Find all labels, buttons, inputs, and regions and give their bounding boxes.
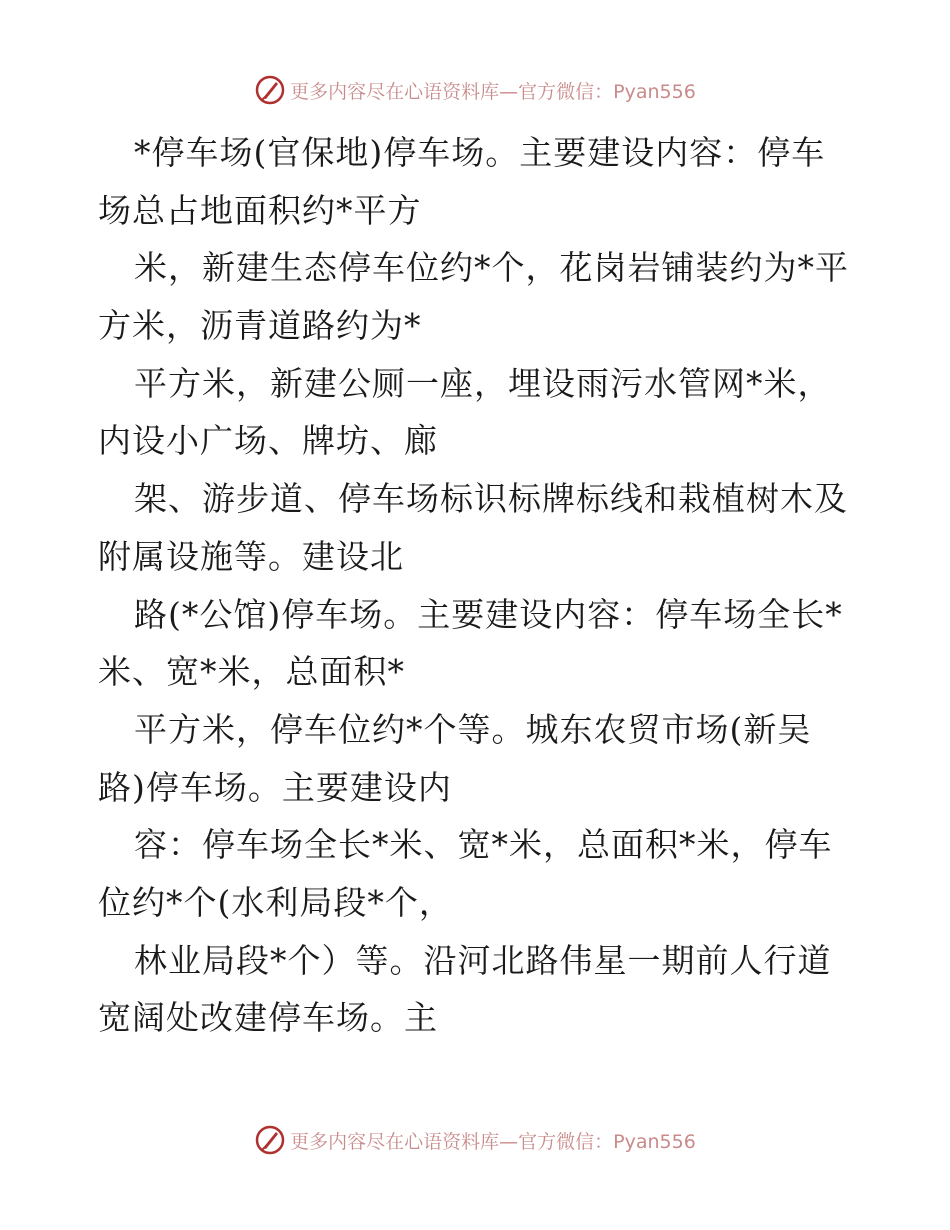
text-line: 位约*个(水利局段*个， [98, 882, 453, 922]
text-line: 架、游步道、停车场标识标牌标线和栽植树木及 [134, 479, 848, 519]
text-line: 平方米，新建公厕一座，埋设雨污水管网*米， [134, 363, 832, 403]
text-line: 路(*公馆)停车场。主要建设内容：停车场全长* [134, 594, 843, 634]
quill-logo-icon [254, 1124, 286, 1156]
text-line: 容：停车场全长*米、宽*米，总面积*米，停车 [134, 825, 833, 865]
text-line: 场总占地面积约*平方 [98, 190, 422, 230]
text-line: 林业局段*个）等。沿河北路伟星一期前人行道 [134, 940, 832, 980]
header-banner-text: 更多内容尽在心语资料库—官方微信：Pyan556 [290, 80, 696, 103]
text-line: 路)停车场。主要建设内 [98, 767, 452, 807]
footer-banner [0, 1120, 950, 1160]
text-line: *停车场(官保地)停车场。主要建设内容：停车 [134, 133, 826, 172]
text-line: 附属设施等。建设北 [98, 536, 404, 576]
text-line: 米、宽*米，总面积* [98, 652, 405, 692]
document-body [98, 124, 858, 1047]
text-line: 平方米，停车位约*个等。城东农贸市场(新吴 [134, 709, 812, 749]
text-line: 宽阔处改建停车场。主 [98, 998, 438, 1038]
header-banner [0, 70, 950, 110]
footer-banner-text: 更多内容尽在心语资料库—官方微信：Pyan556 [290, 1130, 696, 1153]
quill-logo-icon [254, 74, 286, 106]
text-line: 内设小广场、牌坊、廊 [98, 421, 438, 461]
text-line: 米，新建生态停车位约*个，花岗岩铺装约为*平 [134, 248, 849, 288]
text-line: 方米，沥青道路约为* [98, 306, 422, 346]
